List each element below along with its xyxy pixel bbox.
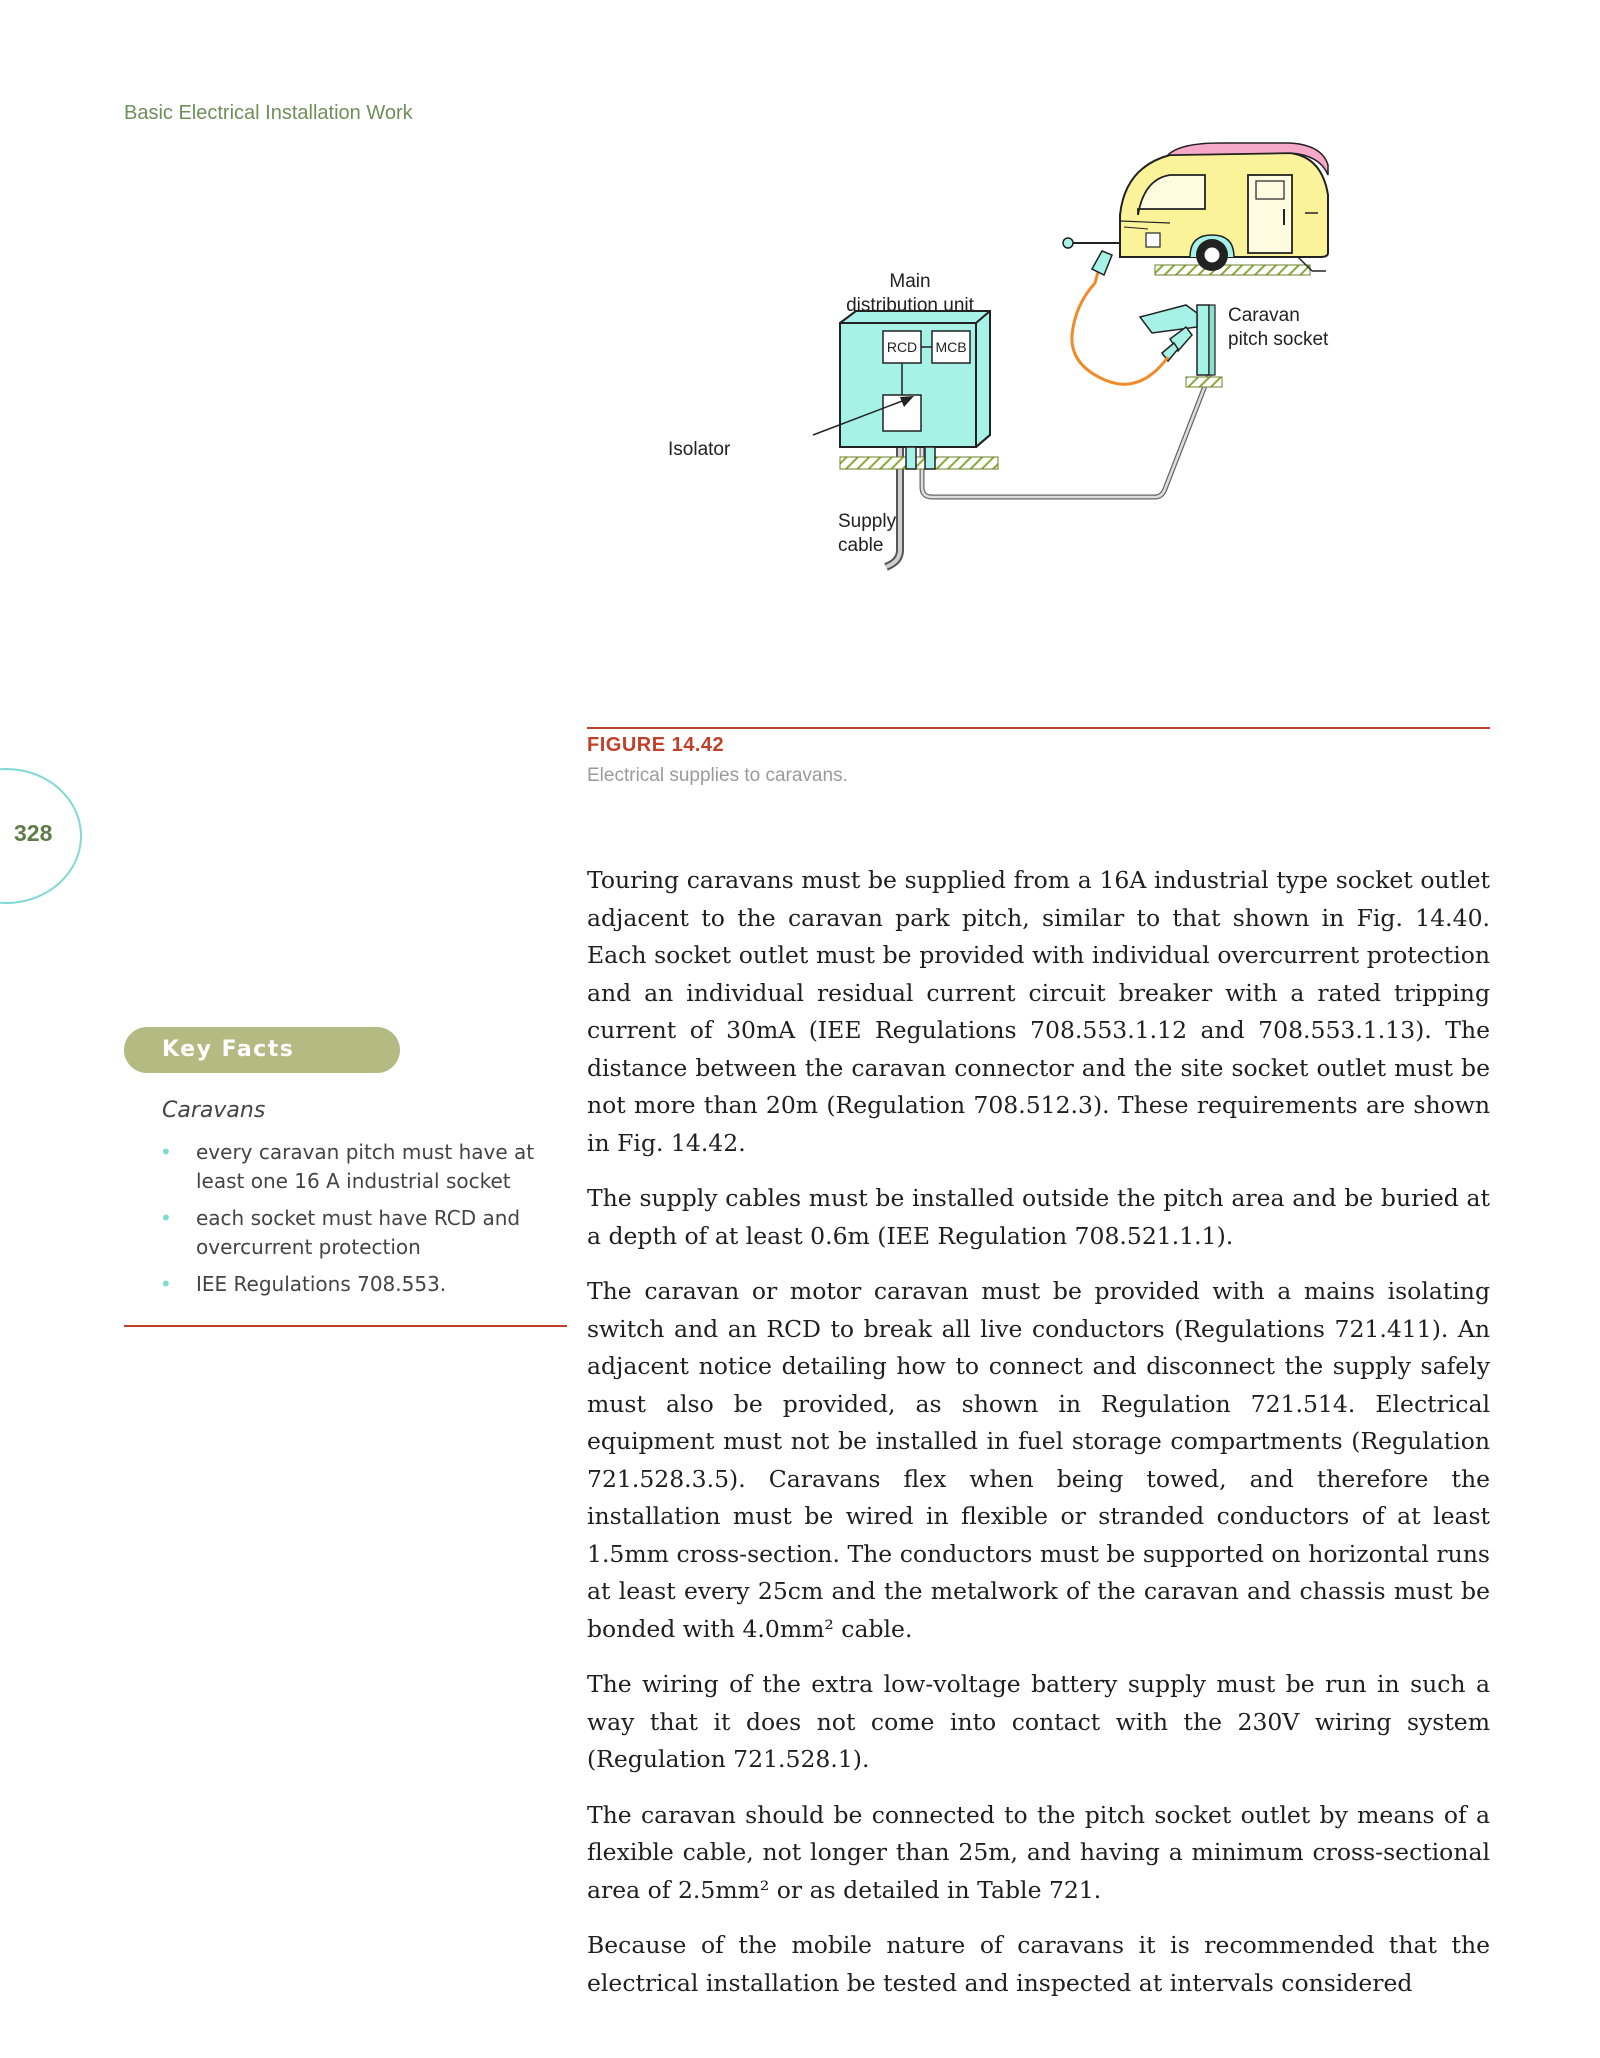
running-head: Basic Electrical Installation Work <box>124 102 413 124</box>
supply-label-1: Supply <box>838 511 897 532</box>
figure-number: FIGURE 14.42 <box>587 734 725 756</box>
rcd-label: RCD <box>886 339 918 355</box>
figure-caravan-supply <box>668 195 1360 715</box>
pitch-socket-label-1: Caravan <box>1228 305 1300 326</box>
main-unit-label-2: distribution unit <box>846 295 974 316</box>
main-unit-label-1: Main <box>889 271 931 292</box>
paragraph: Touring caravans must be supplied from a 16A industrial type socket outlet adjacent to the caravan park pitch, similar to that shown in Fig. 14.40. Each socket outlet must be provided with individual overcurrent protection and an individual residual current circuit breaker with a rated tripping current of 30mA (IEE Regulations 708.553.1.12 and 708.553.1.13). The distance between the caravan connector and the site socket outlet must be not more than 20m (Regulation 708.512.3). These requirements are shown in Fig. 14.42. <box>587 866 1490 1157</box>
pitch-socket-label-2: pitch socket <box>1228 329 1329 350</box>
key-facts-list <box>160 1138 560 1307</box>
key-facts-badge <box>124 1027 400 1073</box>
ground-unit <box>840 457 998 469</box>
key-facts-subtitle: Caravans <box>162 1098 266 1123</box>
list-item: • each socket must have RCD and overcurrent protection <box>160 1206 521 1259</box>
supply-label-2: cable <box>838 535 884 556</box>
caravan-connector <box>1092 251 1112 275</box>
page-number: 328 <box>14 820 53 846</box>
paragraph: The caravan or motor caravan must be provided with a mains isolating switch and an RCD to break all live conductors (Regulations 721.411). An adjacent notice detailing how to connect and disconnect the supply safely must also be provided, as shown in Regulation 721.514. Electrical equipment must not be installed in fuel storage compartments (Regulation 721.528.3.5). Caravans flex when being towed, and therefore the installation must be wired in flexible or stranded conductors of at least 1.5mm cross-section. The conductors must be supported on horizontal runs at least every 25cm and the metalwork of the caravan and chassis must be bonded with 4.0mm² cable. <box>587 1277 1490 1643</box>
key-facts-rule <box>124 1325 567 1327</box>
list-item: • every caravan pitch must have at least one 16 A industrial socket <box>160 1140 535 1193</box>
bullet-icon: • <box>160 1272 172 1296</box>
figure-rule <box>587 727 1490 729</box>
list-item: • IEE Regulations 708.553. <box>160 1270 560 1299</box>
bullet-icon: • <box>160 1206 172 1230</box>
distribution-unit <box>840 311 990 469</box>
mcb-label: MCB <box>935 339 967 355</box>
key-facts-title: Key Facts <box>162 1037 295 1062</box>
body-text <box>587 862 1490 2020</box>
paragraph: Because of the mobile nature of caravans it is recommended that the electrical installation be tested and inspected at intervals considered <box>587 1931 1490 1997</box>
paragraph: The supply cables must be installed outside the pitch area and be buried at a depth of at least 0.6m (IEE Regulation 708.521.1.1). <box>587 1184 1490 1250</box>
figure-caption: Electrical supplies to caravans. <box>587 765 848 786</box>
isolator-label: Isolator <box>668 439 731 460</box>
paragraph: The caravan should be connected to the pitch socket outlet by means of a flexible cable, not longer than 25m, and having a minimum cross-sectional area of 2.5mm² or as detailed in Table 721. <box>587 1800 1490 1904</box>
caravan-supply-diagram <box>668 195 1360 715</box>
bullet-icon: • <box>160 1140 172 1164</box>
paragraph: The wiring of the extra low-voltage battery supply must be run in such a way that it does not come into contact with the 230V wiring system (Regulation 721.528.1). <box>587 1670 1490 1773</box>
